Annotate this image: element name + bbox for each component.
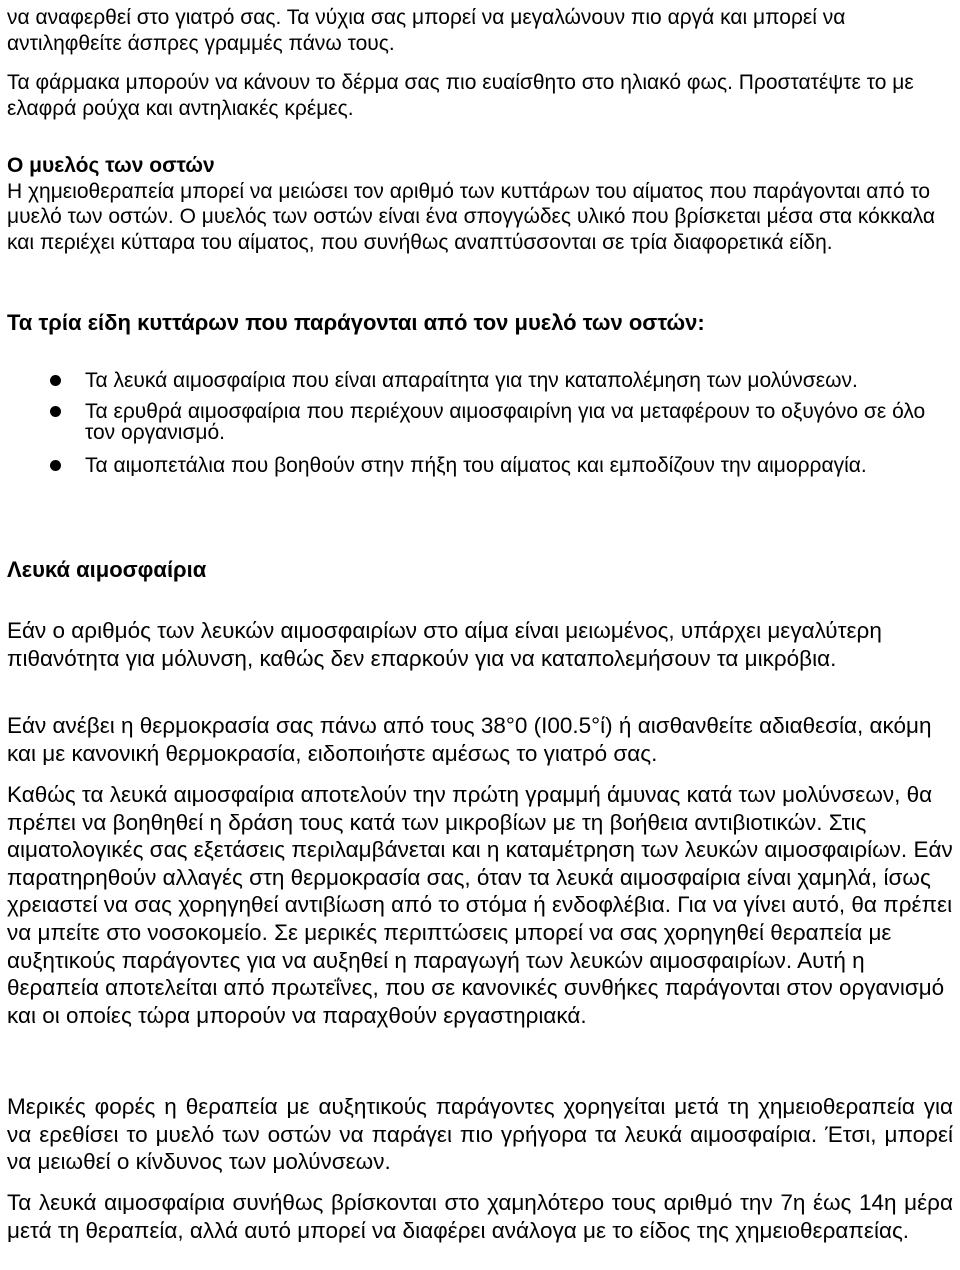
paragraph-sun-sensitivity: Τα φάρμακα μπορούν να κάνουν το δέρμα σας πιο ευαίσθητο στο ηλιακό φως. Προστατέψτε το με ελαφρά ρούχα και αντηλιακές κρέμες.: [7, 71, 914, 120]
list-item: [7, 401, 953, 443]
white-cells-title: Λευκά αιμοσφαίρια: [7, 557, 207, 582]
cell-types-heading: Τα τρία είδη κυττάρων που παράγονται από τον μυελό των οστών:: [7, 310, 705, 335]
bullet-icon: [50, 460, 61, 471]
list-item-text: Τα λευκά αιμοσφαίρια που είναι απαραίτητα για την καταπολέμηση των μολύνσεων.: [85, 369, 858, 392]
paragraph-antibiotics: Καθώς τα λευκά αιμοσφαίρια αποτελούν την πρώτη γραμμή άμυνας κατά των μολύνσεων, θα πρέπει να βοηθηθεί η δράση τους κατά των μικροβίων με τη βοήθεια αντιβιοτικών. Στις αιματολογικές σας εξετάσεις περιλαμβάνεται και η καταμέτρηση των λευκών αιμοσφαιρίων. Εάν παρατηρηθούν αλλαγές στη θερμοκρασία σας, όταν τα λευκά αιμοσφαίρια είναι χαμηλά, ίσως χρειαστεί να σας χορηγηθεί αντιβίωση από το στόμα ή ενδοφλέβια. Για να γίνει αυτό, θα πρέπει να μπείτε στο νοσοκομείο. Σε μερικές περιπτώσεις μπορεί να σας χορηγηθεί θεραπεία με αυξητικούς παράγοντες για να αυξηθεί η παραγωγή των λευκών αιμοσφαιρίων. Αυτή η θεραπεία αποτελείται από πρωτεΐνες, που σε κανονικές συνθήκες παράγονται στον οργανισμό και οι οποίες τώρα μπορούν να παραχθούν εργαστηριακά.: [7, 782, 953, 1028]
paragraph-nails: να αναφερθεί στο γιατρό σας. Τα νύχια σας μπορεί να μεγαλώνουν πιο αργά και μπορεί να αντιληφθείτε άσπρες γραμμές πάνω τους.: [7, 6, 846, 55]
bullet-icon: [50, 375, 61, 386]
bullet-icon: [50, 406, 61, 417]
bone-marrow-text: Η χημειοθεραπεία μπορεί να μειώσει τον αριθμό των κυττάρων του αίματος που παράγονται από το μυελό των οστών. Ο μυελός των οστών είναι ένα σπογγώδες υλικό που βρίσκεται μέσα στα κόκκαλα και περιέχει κύτταρα του αίματος, που συνήθως αναπτύσσονται σε τρία διαφορετικά είδη.: [7, 179, 936, 254]
paragraph-lowest-count: Τα λευκά αιμοσφαίρια συνήθως βρίσκονται στο χαμηλότερο τους αριθμό την 7η έως 14η μέρα μετά τη θεραπεία, αλλά αυτό μπορεί να διαφέρει ανάλογα με το είδος της χημειοθεραπείας.: [7, 1190, 953, 1243]
paragraph-infection-risk: Εάν ο αριθμός των λευκών αιμοσφαιρίων στο αίμα είναι μειωμένος, υπάρχει μεγαλύτερη πιθανότητα για μόλυνση, καθώς δεν επαρκούν για να καταπολεμήσουν τα μικρόβια.: [7, 618, 882, 671]
cell-types-list: [7, 370, 953, 476]
section-bone-marrow: [7, 153, 953, 255]
bone-marrow-heading: Ο μυελός των οστών: [7, 154, 215, 177]
list-item: [7, 370, 953, 391]
list-item-text: Τα ερυθρά αιμοσφαίρια που περιέχουν αιμοσφαιρίνη για να μεταφέρουν το οξυγόνο σε όλο τον οργανισμό.: [85, 400, 926, 444]
paragraph-temperature: Εάν ανέβει η θερμοκρασία σας πάνω από τους 38°0 (Ι00.5°ί) ή αισθανθείτε αδιαθεσία, ακόμη και με κανονική θερμοκρασία, ειδοποιήστε αμέσως το γιατρό σας.: [7, 713, 932, 766]
list-item-text: Τα αιμοπετάλια που βοηθούν στην πήξη του αίματος και εμποδίζουν την αιμορραγία.: [85, 454, 867, 477]
list-item: [7, 455, 953, 476]
paragraph-growth-factors: Μερικές φορές η θεραπεία με αυξητικούς παράγοντες χορηγείται μετά τη χημειοθεραπεία για να ερεθίσει το μυελό των οστών να παράγει πιο γρήγορα τα λευκά αιμοσφαίρια. Έτσι, μπορεί να μειωθεί ο κίνδυνος των μολύνσεων.: [7, 1094, 953, 1175]
